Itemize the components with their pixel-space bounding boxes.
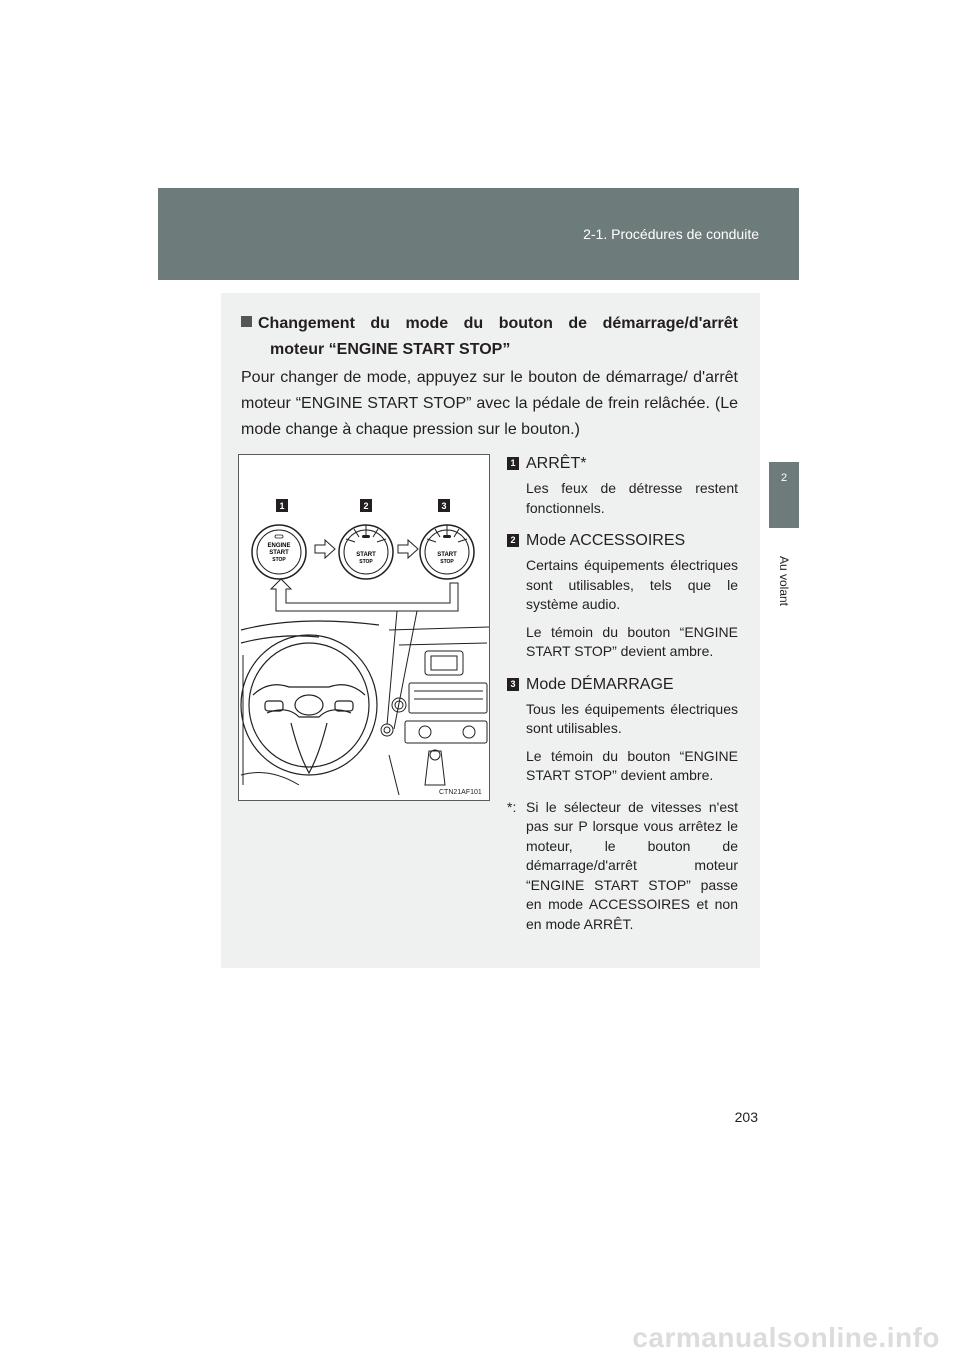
engine-button-off bbox=[252, 525, 306, 579]
section-heading bbox=[241, 311, 738, 363]
illustration bbox=[238, 454, 490, 801]
item-number-badge: 1 bbox=[507, 457, 519, 470]
svg-text:STOP: STOP bbox=[272, 557, 286, 563]
mode-title-text: ARRÊT* bbox=[526, 455, 587, 472]
watermark-text: carmanualsonline.info bbox=[632, 1322, 940, 1353]
arrow-right-icon bbox=[315, 540, 335, 558]
section-title: 2-1. Procédures de conduite bbox=[583, 226, 759, 242]
svg-text:STOP: STOP bbox=[440, 559, 454, 565]
footnote-mark: *: bbox=[507, 798, 517, 815]
steering-wheel bbox=[241, 621, 379, 775]
page-number: 203 bbox=[734, 1109, 758, 1125]
svg-text:2: 2 bbox=[363, 501, 369, 511]
mode-title-text: Mode ACCESSOIRES bbox=[526, 532, 686, 549]
chapter-label-text: Au volant bbox=[777, 555, 791, 607]
mode-title bbox=[507, 530, 738, 552]
arrow-return-icon bbox=[271, 579, 458, 611]
svg-text:STOP: STOP bbox=[359, 559, 373, 565]
mode-item-accessories bbox=[507, 530, 738, 662]
bullet-square-icon bbox=[241, 316, 252, 327]
svg-text:START: START bbox=[437, 552, 457, 558]
mode-list bbox=[507, 453, 738, 934]
mode-description: Le témoin du bouton “ENGINE START STOP” devient ambre. bbox=[526, 747, 738, 783]
mode-item-off bbox=[507, 453, 738, 518]
dashboard-illustration bbox=[239, 455, 489, 800]
callout-1 bbox=[276, 499, 288, 512]
svg-text:1: 1 bbox=[279, 501, 285, 511]
mode-title bbox=[507, 453, 738, 475]
callout-2 bbox=[360, 499, 372, 512]
mode-description: Certains équipements électriques sont utilisables, tels que le système audio. bbox=[526, 557, 738, 612]
mode-description: Les feux de détresse restent fonctionnels. bbox=[526, 480, 738, 516]
heading-line-1: Changement du mode du bouton de démarrage/d'arrêt bbox=[258, 315, 738, 332]
engine-button-acc bbox=[339, 525, 393, 579]
heading-line-2: moteur “ENGINE START STOP” bbox=[270, 341, 511, 358]
mode-description: Le témoin du bouton “ENGINE START STOP” devient ambre. bbox=[526, 623, 738, 659]
svg-text:START: START bbox=[269, 550, 289, 556]
mode-item-start bbox=[507, 674, 738, 786]
mode-title-text: Mode DÉMARRAGE bbox=[526, 675, 674, 693]
arrow-right-icon bbox=[398, 540, 418, 558]
svg-text:START: START bbox=[356, 552, 376, 558]
header-band bbox=[158, 188, 799, 280]
engine-button-on bbox=[420, 525, 474, 579]
item-number-badge: 3 bbox=[507, 678, 519, 691]
figure-code: CTN21AF101 bbox=[439, 789, 482, 796]
chapter-number: 2 bbox=[780, 472, 788, 484]
chapter-label bbox=[771, 548, 795, 618]
footnote-text: Si le sélecteur de vitesses n'est pas sur P lorsque vous arrêtez le moteur, le bouton de démarrage/d'arrêt moteur “ENGINE START STOP” passe en mode ACCESSOIRES et non en mode ARRÊT. bbox=[526, 798, 738, 932]
svg-text:3: 3 bbox=[441, 501, 447, 511]
intro-paragraph: Pour changer de mode, appuyez sur le bouton de démarrage/ d'arrêt moteur “ENGINE START STOP” avec la pédale de frein relâchée. (Le mode change à chaque pression sur le bouton.) bbox=[241, 369, 738, 438]
info-panel bbox=[221, 293, 760, 968]
watermark bbox=[0, 1316, 960, 1358]
footnote bbox=[507, 798, 738, 935]
item-number-badge: 2 bbox=[507, 534, 519, 547]
pointer-line bbox=[394, 611, 417, 729]
chapter-tab bbox=[769, 462, 799, 528]
mode-title bbox=[507, 674, 738, 696]
pointer-line bbox=[387, 611, 397, 725]
mode-description: Tous les équipements électriques sont utilisables. bbox=[526, 700, 738, 736]
svg-text:ENGINE: ENGINE bbox=[267, 543, 291, 549]
callout-3 bbox=[438, 499, 450, 512]
